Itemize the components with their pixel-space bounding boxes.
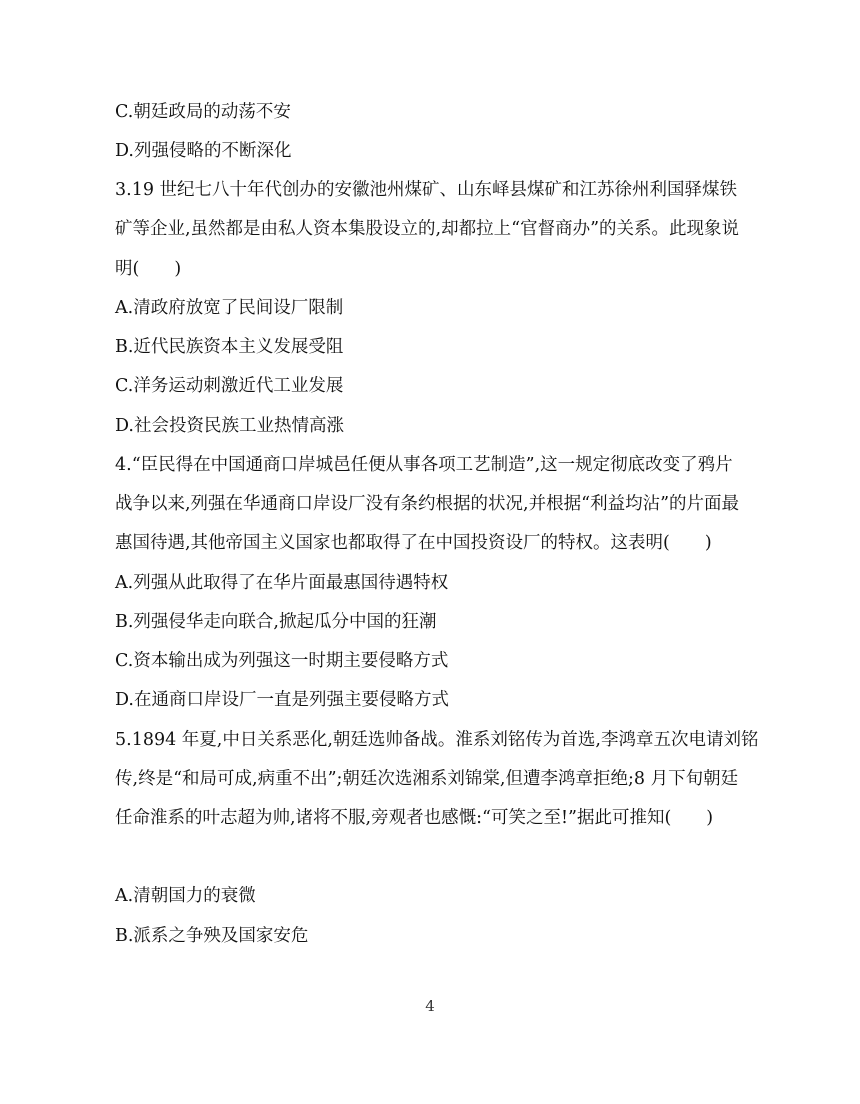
- question-4-line-1: 4.“臣民得在中国通商口岸城邑任便从事各项工艺制造”,这一规定彻底改变了鸦片: [115, 455, 733, 475]
- option-a-q5: A.清朝国力的衰微: [115, 886, 256, 906]
- question-5-line-3: 任命淮系的叶志超为帅,诸将不服,旁观者也感慨:“可笑之至!”据此可推知( ): [115, 808, 714, 828]
- option-b-q3: B.近代民族资本主义发展受阻: [115, 337, 344, 357]
- question-5-line-1: 5.1894 年夏,中日关系恶化,朝廷选帅备战。淮系刘铭传为首选,李鸿章五次电请刘铭: [115, 730, 759, 750]
- option-a-q3: A.清政府放宽了民间设厂限制: [115, 298, 344, 318]
- option-b-q5: B.派系之争殃及国家安危: [115, 926, 309, 946]
- option-a-q4: A.列强从此取得了在华片面最惠国待遇特权: [115, 573, 449, 593]
- option-c-q4: C.资本输出成为列强这一时期主要侵略方式: [115, 651, 449, 671]
- question-3-line-2: 矿等企业,虽然都是由私人资本集股设立的,却都拉上“官督商办”的关系。此现象说: [115, 219, 740, 239]
- option-d-q3: D.社会投资民族工业热情高涨: [115, 416, 344, 436]
- question-5-line-2: 传,终是“和局可成,病重不出”;朝廷次选湘系刘锦棠,但遭李鸿章拒绝;8 月下旬朝廷: [115, 769, 739, 789]
- question-3-line-3: 明( ): [115, 259, 182, 279]
- question-3-line-1: 3.19 世纪七八十年代创办的安徽池州煤矿、山东峄县煤矿和江苏徐州利国驿煤铁: [115, 180, 738, 200]
- option-d-q4: D.在通商口岸设厂一直是列强主要侵略方式: [115, 690, 449, 710]
- option-b-q4: B.列强侵华走向联合,掀起瓜分中国的狂潮: [115, 612, 437, 632]
- question-4-line-2: 战争以来,列强在华通商口岸设厂没有条约根据的状况,并根据“利益均沾”的片面最: [115, 494, 740, 514]
- question-4-line-3: 惠国待遇,其他帝国主义国家也都取得了在中国投资设厂的特权。这表明( ): [115, 533, 712, 553]
- option-c-q2: C.朝廷政局的动荡不安: [115, 102, 291, 122]
- page-number: 4: [425, 997, 435, 1015]
- option-d-q2: D.列强侵略的不断深化: [115, 141, 292, 161]
- option-c-q3: C.洋务运动刺激近代工业发展: [115, 376, 344, 396]
